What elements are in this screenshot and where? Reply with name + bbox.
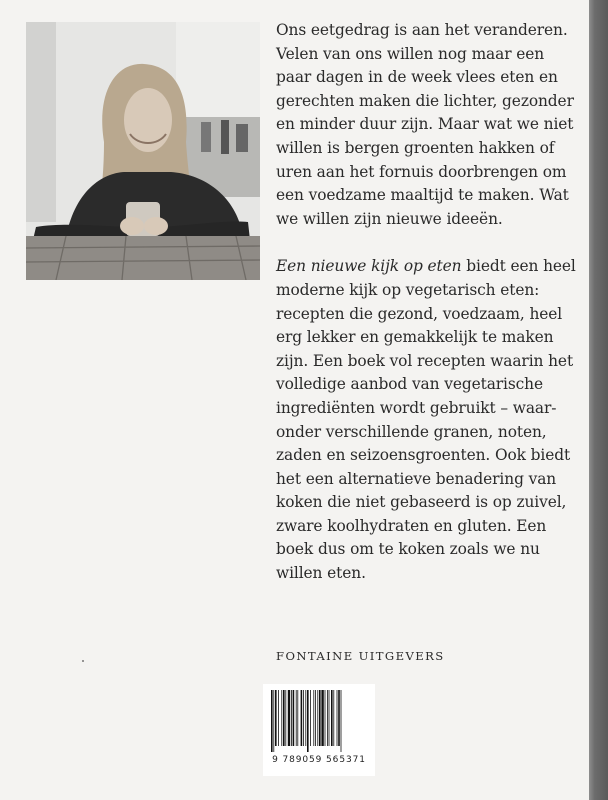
barcode-bar [310, 690, 311, 746]
blurb-paragraph-1 [276, 19, 574, 231]
barcode-bar [329, 690, 330, 746]
barcode-bar [297, 690, 298, 746]
barcode-bar [278, 690, 279, 746]
barcode-bar [307, 690, 309, 752]
barcode-bar [281, 690, 282, 746]
blurb-line: Velen van ons willen nog maar een [276, 44, 545, 63]
barcode-bar [273, 690, 274, 752]
blurb-line-with-title [276, 255, 576, 279]
barcode-bar [271, 690, 273, 752]
blurb-line: gerechten maken die lichter, gezonder [276, 91, 574, 110]
blurb-line: moderne kijk op vegetarisch eten: [276, 280, 540, 299]
blurb-line: een voedzame maaltijd te maken. Wat [276, 186, 569, 205]
barcode-bar [331, 690, 333, 746]
blurb-paragraph-2 [276, 255, 576, 585]
blurb-line: onder verschillende granen, noten, [276, 422, 547, 441]
blurb-line: koken die niet gebaseerd is op zuivel, [276, 493, 567, 512]
barcode-bar [301, 690, 303, 746]
barcode-bar [315, 690, 316, 746]
barcode-bars [269, 690, 369, 752]
barcode-bar [283, 690, 285, 746]
barcode-bar [321, 690, 323, 746]
back-cover-blurb [276, 19, 576, 586]
barcode-bar [338, 690, 340, 746]
blurb-line: we willen zijn nieuwe ideeën. [276, 209, 503, 228]
barcode-bar [325, 690, 326, 746]
blurb-line: erg lekker en gemakkelijk te maken [276, 328, 554, 347]
barcode-bar [333, 690, 334, 746]
blurb-line: willen is bergen groenten hakken of [276, 138, 555, 157]
blurb-line: volledige aanbod van vegetarische [276, 375, 543, 394]
book-spine-edge [589, 0, 608, 800]
isbn-barcode [263, 684, 375, 776]
barcode-bar [303, 690, 304, 746]
barcode-bar [275, 690, 277, 746]
barcode-bar [319, 690, 321, 746]
author-photo [26, 22, 260, 280]
blurb-line: zijn. Een boek vol recepten waarin het [276, 351, 574, 370]
barcode-bar [288, 690, 290, 746]
barcode-bar [291, 690, 292, 746]
author-photo-illustration [26, 22, 260, 280]
blurb-line: boek dus om te koken zoals we nu [276, 540, 540, 559]
blurb-line: paar dagen in de week vlees eten en [276, 68, 558, 87]
blurb-line: uren aan het fornuis doorbrengen om [276, 162, 567, 181]
isbn-number: 9 789059 565371 [272, 755, 366, 765]
blurb-line: willen eten. [276, 564, 366, 583]
blurb-line: recepten die gezond, voedzaam, heel [276, 304, 563, 323]
barcode-bar [285, 690, 286, 746]
book-title: Een nieuwe kijk op eten [276, 257, 462, 276]
blurb-line-rest: biedt een heel [461, 257, 576, 276]
publisher-name: FONTAINE UITGEVERS [276, 649, 445, 663]
blurb-line: ingrediënten wordt gebruikt – waar- [276, 398, 557, 417]
barcode-bar [296, 690, 297, 746]
barcode-bar [317, 690, 318, 746]
print-speck [82, 660, 84, 662]
barcode-bar [337, 690, 338, 746]
barcode-bar [313, 690, 314, 746]
blurb-line: zaden en seizoensgroenten. Ook biedt [276, 446, 571, 465]
blurb-line: en minder duur zijn. Maar wat we niet [276, 115, 574, 134]
barcode-bar [305, 690, 306, 746]
blurb-line: het een alternatieve benadering van [276, 469, 557, 488]
barcode-bar [293, 690, 295, 746]
barcode-bar [341, 690, 342, 752]
blurb-line: zware koolhydraten en gluten. Een [276, 516, 547, 535]
barcode-bar [327, 690, 328, 746]
blurb-line: Ons eetgedrag is aan het veranderen. [276, 21, 568, 39]
